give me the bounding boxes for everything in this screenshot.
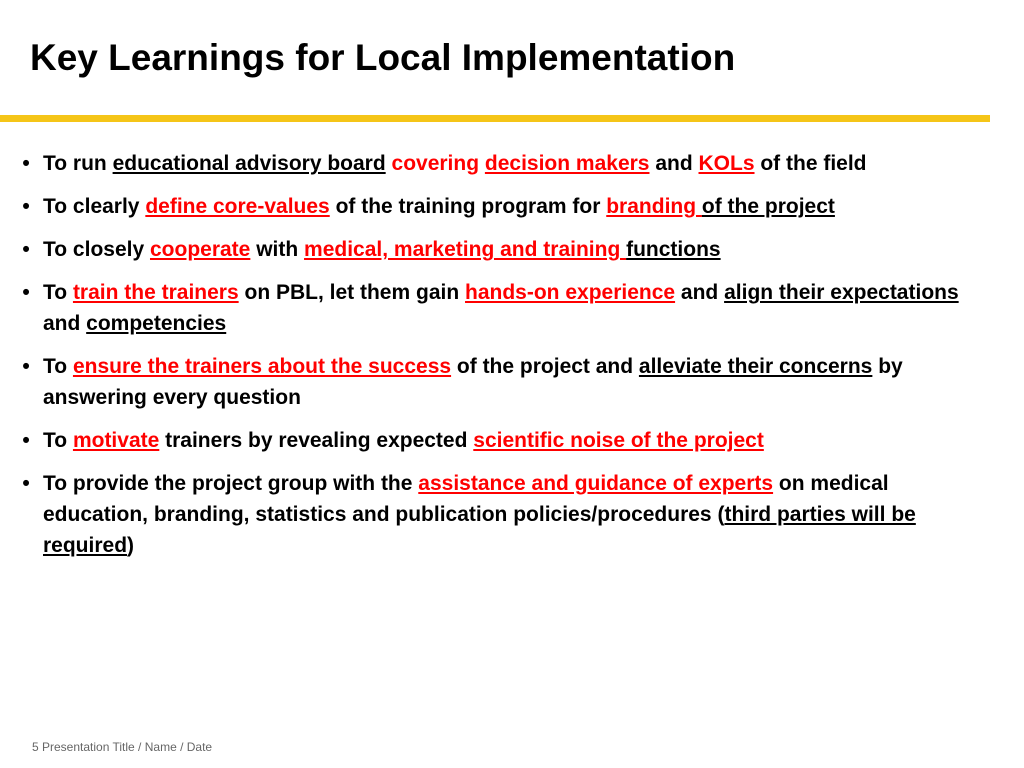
slide-footer: 5 Presentation Title / Name / Date	[32, 740, 213, 754]
bullet-dot-icon: •	[22, 152, 30, 175]
bullet-text: with	[250, 238, 305, 261]
bullet-text: To	[43, 429, 73, 452]
bullet-item	[14, 148, 994, 179]
underlined-phrase: alleviate their concerns	[638, 355, 873, 378]
title-accent-rule	[0, 115, 990, 122]
bullet-item	[14, 351, 994, 413]
bullet-list	[14, 148, 994, 573]
highlighted-phrase: train the trainers	[72, 281, 239, 304]
bullet-text: To provide the project group with the	[43, 472, 419, 495]
bullet-text: of the field	[754, 152, 867, 175]
highlighted-phrase: motivate	[72, 429, 160, 452]
highlighted-phrase: hands-on experience	[465, 281, 676, 304]
bullet-text: on medical education, branding, statistics and publication policies/procedures (	[43, 472, 889, 526]
underlined-phrase: align their expectations	[724, 281, 959, 304]
bullet-dot-icon: •	[22, 281, 30, 304]
bullet-text: on PBL, let them gain	[238, 281, 466, 304]
bullet-text: by answering every question	[43, 355, 903, 409]
highlighted-phrase: branding	[606, 195, 702, 218]
highlighted-phrase: KOLs	[698, 152, 755, 175]
bullet-text: To clearly	[43, 195, 146, 218]
slide-title: Key Learnings for Local Implementation	[30, 37, 736, 78]
bullet-text: )	[127, 534, 135, 557]
bullet-text: To	[43, 281, 73, 304]
highlighted-phrase: assistance and guidance of experts	[418, 472, 774, 495]
bullet-text: To	[43, 355, 73, 378]
bullet-item	[14, 277, 994, 339]
bullet-item	[14, 425, 994, 456]
highlighted-phrase: covering	[391, 152, 480, 175]
bullet-text: To run	[43, 152, 113, 175]
underlined-phrase: competencies	[86, 312, 227, 335]
bullet-text: and	[675, 281, 725, 304]
bullet-text: and	[649, 152, 699, 175]
bullet-text: of the project and	[451, 355, 639, 378]
highlighted-phrase: define core-values	[145, 195, 330, 218]
bullet-dot-icon: •	[22, 355, 30, 378]
underlined-phrase: educational advisory board	[112, 152, 386, 175]
bullet-item	[14, 468, 994, 561]
bullet-text: of the training program for	[329, 195, 607, 218]
underlined-phrase: of the project	[701, 195, 835, 218]
underlined-phrase: functions	[626, 238, 721, 261]
underlined-phrase: third parties will be required	[43, 503, 916, 557]
bullet-dot-icon: •	[22, 195, 30, 218]
bullet-text: To closely	[43, 238, 150, 261]
bullet-item	[14, 191, 994, 222]
highlighted-phrase: medical, marketing and training	[304, 238, 627, 261]
bullet-item	[14, 234, 994, 265]
bullet-text: trainers by revealing expected	[159, 429, 474, 452]
highlighted-phrase: ensure the trainers about the success	[72, 355, 452, 378]
bullet-text: and	[43, 312, 87, 335]
bullet-dot-icon: •	[22, 238, 30, 261]
highlighted-phrase: scientific noise of the project	[473, 429, 764, 452]
highlighted-phrase: cooperate	[149, 238, 251, 261]
bullet-dot-icon: •	[22, 429, 30, 452]
highlighted-phrase: decision makers	[484, 152, 650, 175]
bullet-dot-icon: •	[22, 472, 30, 495]
